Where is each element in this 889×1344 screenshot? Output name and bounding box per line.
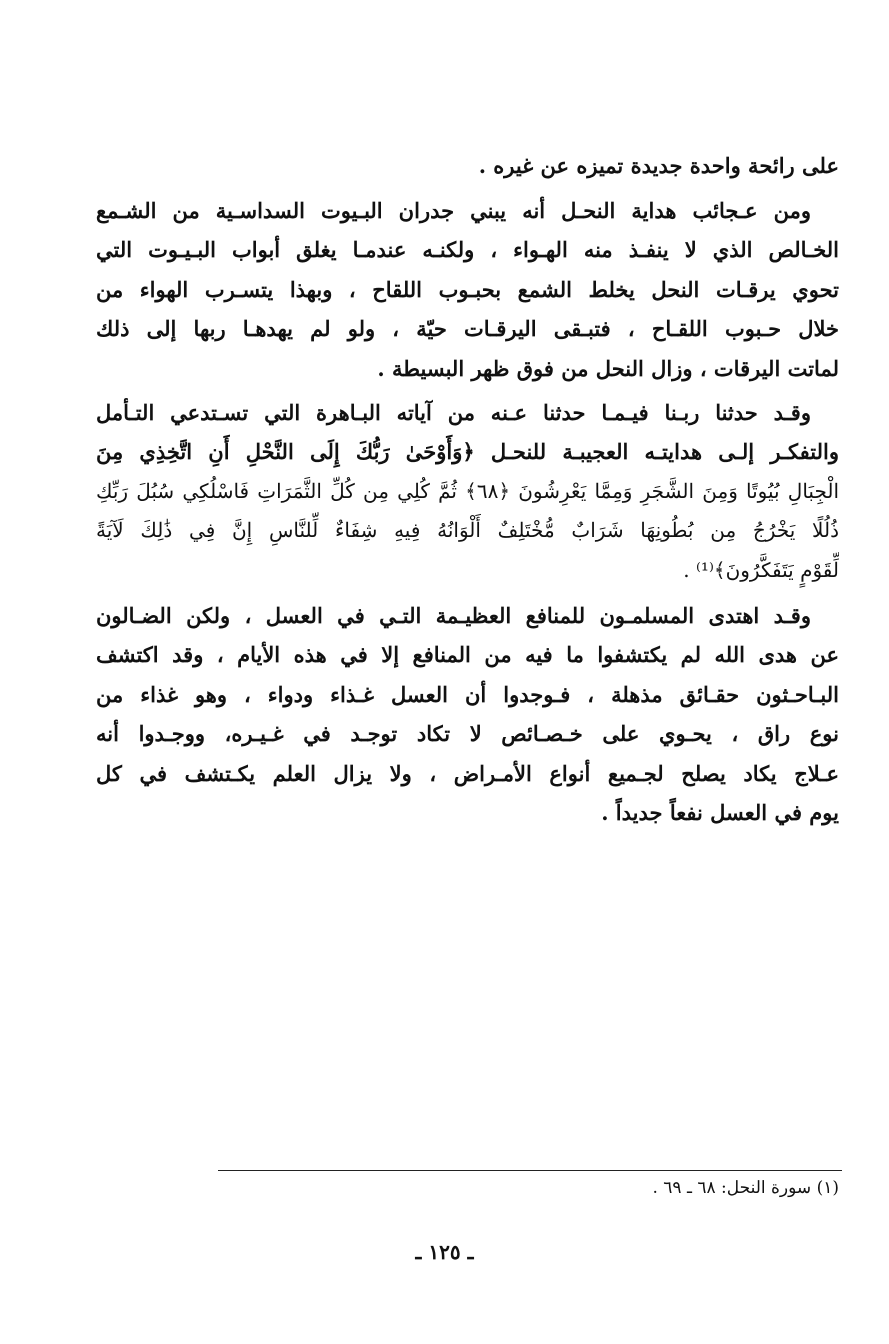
paragraph-quran-verse [96,393,839,590]
footnote-divider [218,1170,842,1171]
text-line: على رائحة واحدة جديدة تميزه عن غيره . [478,153,839,178]
footnote: (١) سورة النحل: ٦٨ ـ ٦٩ . [652,1178,839,1198]
text-line: عـلاج يكاد يصلح لجـميع أنواع الأمـراض ، ولا يزال العلم يكـتشف في كل [96,760,839,786]
text-line: لماتت اليرقات ، وزال النحل من فوق ظهر البسيطة . [377,355,839,381]
text-line: خلال حـبوب اللقـاح ، فتبـقى اليرقـات حيّة ، ولو لم يهدهـا ربها إلى ذلك [96,316,839,342]
text-line: عن هدى الله لم يكتشفوا ما فيه من المنافع إلا في هذه الأيام ، وقد اكتشف [96,642,839,668]
quran-verse-line: الْجِبَالِ بُيُوتًا وَمِنَ الشَّجَرِ وَمِمَّا يَعْرِشُونَ ﴿٦٨﴾ ثُمَّ كُلِي مِن كُلِّ الثَّمَرَاتِ فَاسْلُكِي سُبُلَ رَبِّكِ [96,478,839,503]
text-line: والتفكـر إلـى هدايتـه العجيبـة للنحـل ﴿وَأَوْحَىٰ رَبُّكَ إِلَى النَّحْلِ أَنِ اتَّخِذِي مِنَ [96,439,839,465]
paragraph-honey-benefits [96,596,839,832]
text-line: الخـالص الذي لا ينفـذ منه الهـواء ، ولكنـه عندمـا يغلق أبواب البـيـوت التي [96,237,839,263]
quran-verse-line: لِّقَوْمٍ يَتَفَكَّرُونَ﴾⁽¹⁾ . [683,557,839,582]
text-line: تحوي يرقـات النحل يخلط الشمع بحبـوب اللقاح ، وبهذا يتسـرب الهواء من [96,276,839,302]
paragraph-bee-hive-wonders [96,191,839,388]
paragraph-continuation [96,146,839,185]
text-line: نوع راق ، يحـوي على خـصـائص لا تكاد توجـد في غـيـره، ووجـدوا أنه [96,721,839,747]
quran-verse-line: ذُلُلًا يَخْرُجُ مِن بُطُونِهَا شَرَابٌ مُّخْتَلِفٌ أَلْوَانُهُ فِيهِ شِفَاءٌ لِّلنَّاسِ إِنَّ فِي ذَٰلِكَ لَآيَةً [96,518,839,543]
text-line: البـاحـثون حقـائق مذهلة ، فـوجدوا أن العسل غـذاء ودواء ، وهو غذاء من [96,681,839,707]
text-line: يوم في العسل نفعاً جديداً . [601,800,839,826]
text-line: ومن عـجائب هداية النحـل أنه يبني جدران البـيوت السداسـية من الشـمع [96,198,811,223]
page-number: ـ ١٢٥ ـ [415,1240,474,1264]
text-line: وقـد اهتدى المسلمـون للمنافع العظيـمة التـي في العسل ، ولكن الضـالون [96,603,811,628]
text-line: وقـد حدثنا ربـنا فيـمـا حدثنا عـنه من آياته البـاهرة التي تسـتدعي التـأمل [96,400,811,425]
